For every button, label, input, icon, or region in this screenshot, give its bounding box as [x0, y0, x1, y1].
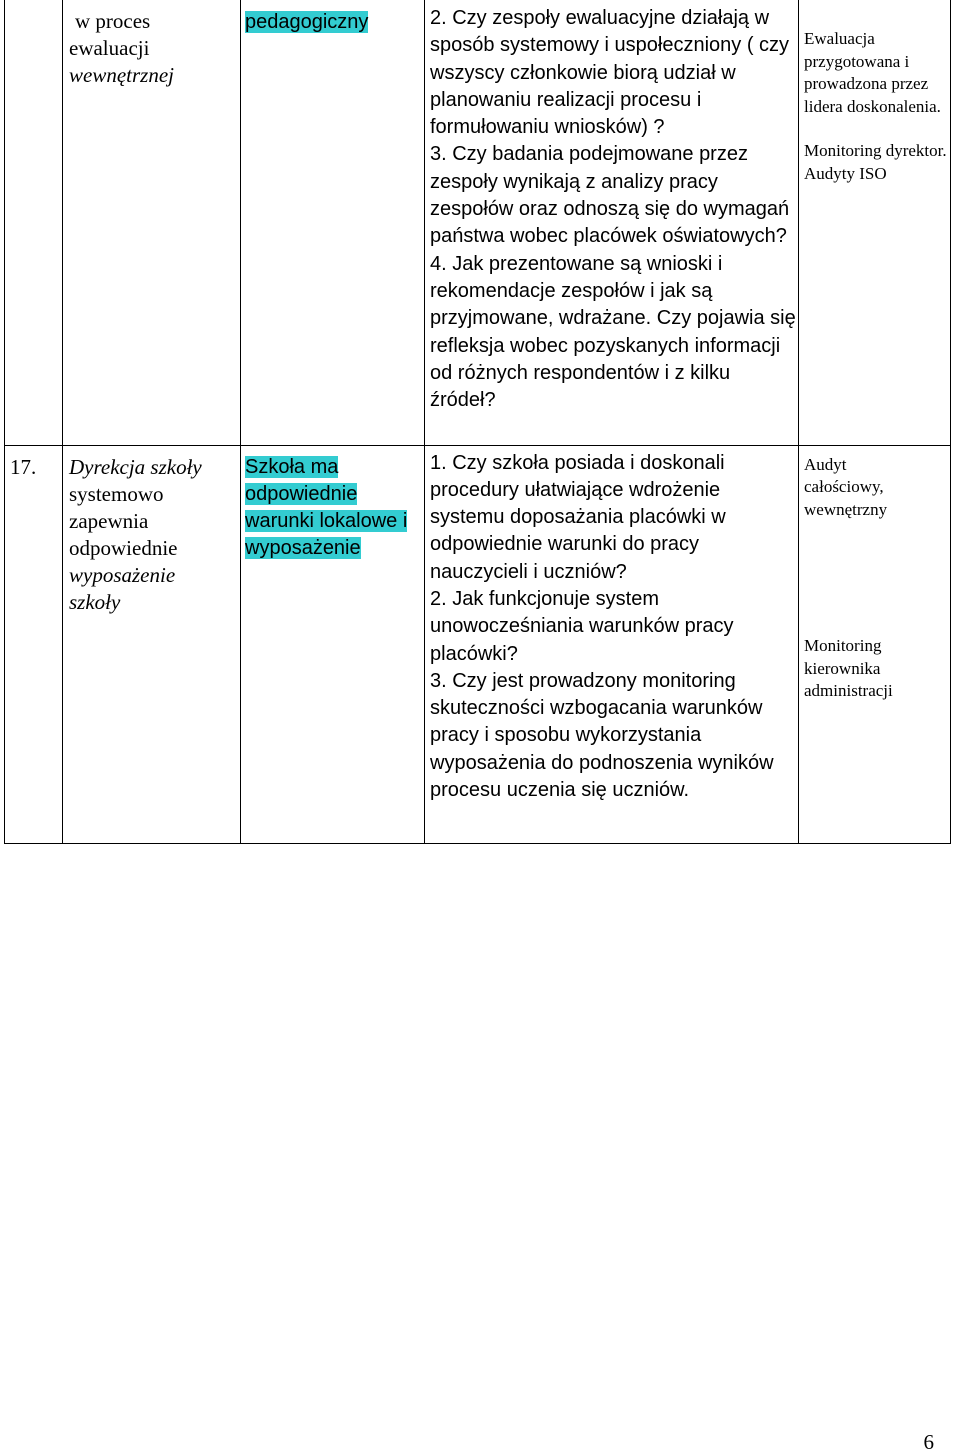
evaluation-table	[4, 0, 951, 844]
area-cell	[63, 445, 241, 843]
row-number-cell	[5, 0, 63, 445]
area-cell	[63, 0, 241, 445]
page-number: 6	[923, 1430, 934, 1454]
standard-text: pedagogiczny	[245, 11, 369, 33]
area-line: wyposażenie	[69, 562, 176, 587]
area-line: wewnętrznej	[69, 63, 174, 87]
tool-text: Monitoring kierownika administracji	[804, 636, 893, 700]
area-line: szkoły	[69, 589, 121, 614]
question-text: 2. Czy zespoły ewaluacyjne działają w sposób systemowy i uspołeczniony ( czy wszyscy członkowie biorą udział w planowaniu realizacji procesu i formułowaniu wniosków) ?	[430, 7, 790, 139]
questions-cell	[425, 445, 799, 843]
question-text: 3. Czy jest prowadzony monitoring skuteczności wzbogacania warunków pracy i sposobu wykorzystania wyposażenia do podnoszenia wyników procesu uczenia się uczniów.	[430, 669, 774, 802]
question-text: 3. Czy badania podejmowane przez zespoły wynikają z analizy pracy zespołów oraz odnoszą się do wymagań państwa wobec placówek oświatowych?	[430, 143, 790, 248]
table-row	[5, 0, 951, 445]
question-text: 4. Jak prezentowane są wnioski i rekomendacje zespołów i jak są przyjmowane, wdrażane. Czy pojawia się refleksja wobec pozyskanych informacji od różnych respondentów i z kilku źródeł?	[430, 252, 796, 412]
area-line: w proces	[75, 9, 151, 33]
tool-text: Audyt całościowy, wewnętrzny	[804, 454, 888, 519]
area-line: odpowiednie	[69, 535, 178, 560]
area-line: zapewnia	[69, 508, 149, 533]
area-line: systemowo	[69, 481, 164, 506]
tool-text: Ewaluacja przygotowana i prowadzona przez lidera doskonalenia.	[804, 29, 941, 116]
standard-cell	[241, 0, 425, 445]
standard-cell	[241, 445, 425, 843]
questions-cell	[425, 0, 799, 445]
question-text: 2. Jak funkcjonuje system unowocześniania warunków pracy placówki?	[430, 587, 734, 665]
tool-text: Monitoring dyrektor. Audyty ISO	[804, 141, 947, 183]
row-number-cell: 17.	[5, 445, 63, 843]
standard-text: Szkoła ma odpowiednie warunki lokalowe i wyposażenie	[245, 455, 408, 559]
question-text: 1. Czy szkoła posiada i doskonali procedury ułatwiające wdrożenie systemu doposażania placówki w odpowiednie warunki do pracy nauczycieli i uczniów?	[430, 451, 726, 583]
area-line: Dyrekcja szkoły	[69, 454, 202, 479]
tools-cell	[799, 445, 951, 843]
area-line: ewaluacji	[69, 36, 150, 60]
table-row	[5, 445, 951, 843]
tools-cell	[799, 0, 951, 445]
